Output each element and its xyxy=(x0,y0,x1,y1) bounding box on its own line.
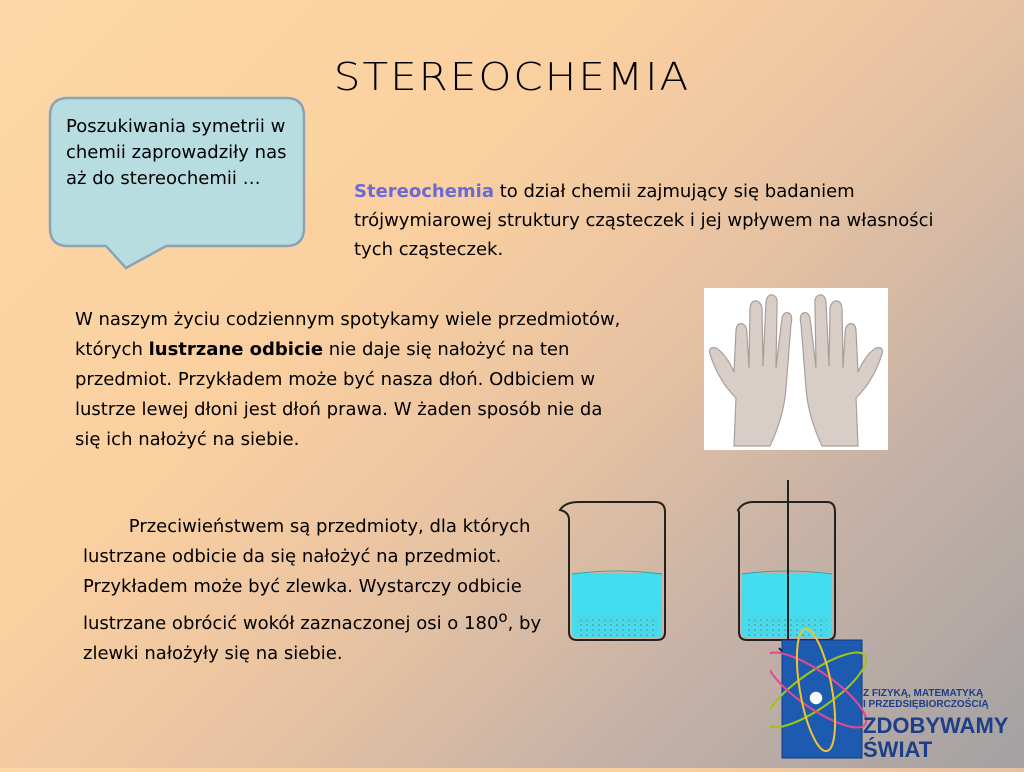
logo-line2: I PRZEDSIĘBIORCZOŚCIĄ xyxy=(863,699,989,710)
definition-rest: to dział chemii zajmujący się badaniem trójwymiarowej struktury cząsteczek i jej wpływem na własności tych cząsteczek. xyxy=(354,181,934,260)
beaker-left xyxy=(560,502,665,640)
logo-line1: Z FIZYKĄ, MATEMATYKĄ xyxy=(863,688,984,699)
paragraph1-before: W naszym życiu codziennym spotykamy wiele przedmiotów, których xyxy=(75,309,621,360)
paragraph2-degree: o xyxy=(498,608,508,626)
paragraph-hands xyxy=(75,305,630,455)
definition-text xyxy=(354,177,934,264)
logo-zdobywamy: ZDOBYWAMY xyxy=(863,713,1009,738)
paragraph1-after: nie daje się nałożyć na ten przedmiot. Przykładem może być nasza dłoń. Odbiciem w lustrze lewej dłoni jest dłoń prawa. W żaden sposób nie da się ich nałożyć na siebie. xyxy=(75,339,603,450)
hands-image xyxy=(704,288,888,450)
paragraph2-before: Przeciwieństwem są przedmioty, dla których lustrzane odbicie da się nałożyć na przedmiot. Przykładem może być zlewka. Wystarczy odbicie lustrzane obrócić wokół zaznaczonej osi o 180 xyxy=(83,516,531,634)
paragraph2-after: , by zlewki nałożyły się na siebie. xyxy=(83,613,542,664)
paragraph1-bold: lustrzane odbicie xyxy=(148,339,324,360)
paragraph-beakers xyxy=(83,512,553,669)
definition-term: Stereochemia xyxy=(354,181,494,202)
logo-swiat: ŚWIAT xyxy=(863,737,933,762)
logo-text xyxy=(863,688,1023,762)
slide-title: STEREOCHEMIA xyxy=(333,53,691,100)
bubble-text: Poszukiwania symetrii w chemii zaprowadziły nas aż do stereochemii … xyxy=(66,116,287,189)
